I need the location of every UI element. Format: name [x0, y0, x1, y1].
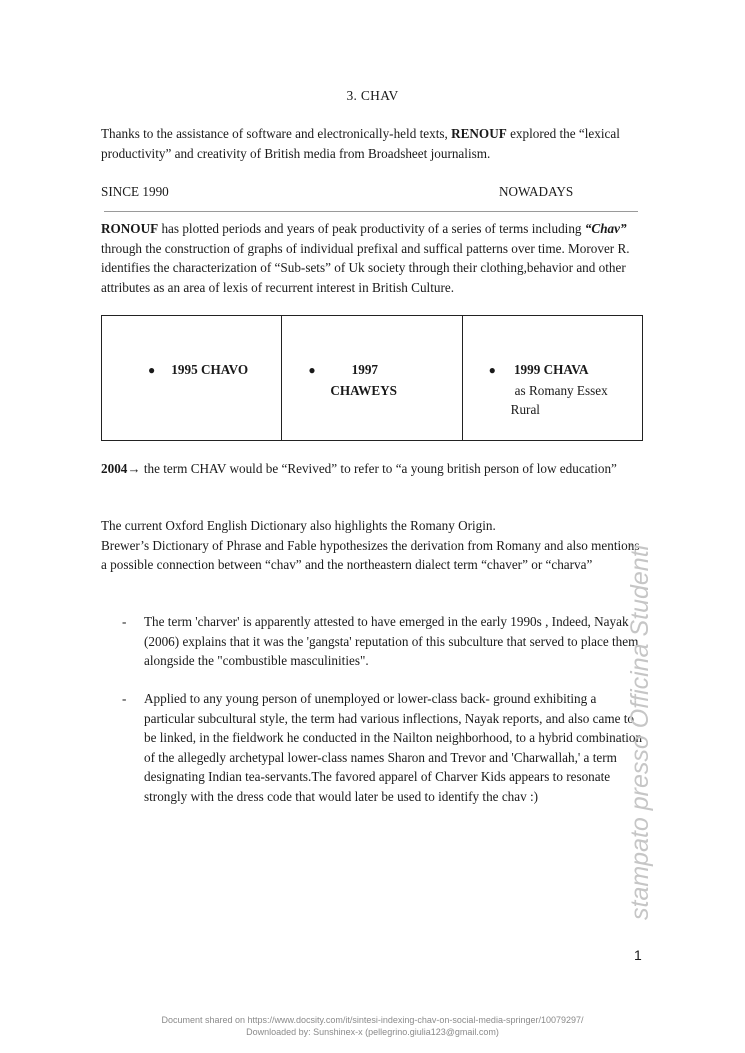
ronouf-text-2: through the construction of graphs of individual prefixal and suffical patterns over time. Morover R. identifies the characterization of “Sub-sets” of Uk society through their clothing,behavior and other attributes as an area of lexis of recurrent interest in British Culture.: [101, 240, 630, 295]
term-1997-year: 1997: [351, 362, 378, 377]
revival-text: the term CHAV would be “Revived” to refer to “a young british person of low education”: [140, 461, 617, 476]
chronology-table: [101, 315, 643, 441]
bullet-icon: ●: [148, 363, 156, 377]
footer-downloaded-by: Downloaded by: Sunshinex-x (pellegrino.giulia123@gmail.com): [246, 1027, 499, 1037]
term-1999-origin: as Romany Essex: [514, 382, 608, 398]
bullet-icon: ●: [308, 363, 316, 377]
table-cell-1999: [462, 316, 642, 441]
table-cell-1997: [282, 316, 462, 441]
watermark: stampato presso Officina Studenti: [626, 544, 654, 920]
table-cell-1995: [102, 316, 282, 441]
page-number: 1: [634, 947, 642, 963]
ronouf-paragraph: [101, 219, 641, 297]
revival-paragraph: [101, 459, 641, 479]
page-title: 3. CHAV: [346, 88, 399, 103]
term-1999-region: Rural: [510, 402, 540, 417]
term-1999: 1999 CHAVA: [513, 362, 589, 377]
list-item-dash: -: [122, 691, 127, 706]
list-item-dash: -: [122, 614, 127, 629]
bullet-icon: ●: [488, 363, 496, 377]
term-1997-word: CHAWEYS: [330, 382, 398, 398]
timeline-label-since: SINCE 1990: [101, 184, 169, 199]
revival-year: 2004: [101, 461, 128, 476]
term-1995: 1995 CHAVO: [171, 362, 249, 377]
oxford-line: The current Oxford English Dictionary also highlights the Romany Origin.: [101, 518, 496, 533]
ronouf-name: RONOUF: [101, 221, 159, 236]
footer-shared-link: Document shared on https://www.docsity.com/it/sintesi-indexing-chav-on-social-media-springer/10079297/: [161, 1015, 584, 1025]
intro-author: RENOUF: [451, 126, 507, 141]
intro-paragraph: [101, 124, 641, 163]
list-item: The term 'charver' is apparently attested to have emerged in the early 1990s , Indeed, Nayak (2006) explains that it was the 'gangsta' reputation of this subculture that served to place them alongside the "combustible masculinities".: [144, 614, 639, 668]
chav-term: “Chav”: [584, 221, 627, 236]
arrow-right-icon: →: [127, 461, 141, 476]
dictionary-paragraph: [101, 516, 646, 575]
brewer-text: Brewer’s Dictionary of Phrase and Fable hypothesizes the derivation from Romany and also mentions a possible connection between “chav” and the northeastern dialect term “chaver” or “charva”: [101, 537, 640, 572]
timeline-rule: [104, 211, 638, 212]
list-item: Applied to any young person of unemployed or lower-class back- ground exhibiting a particular subcultural style, the term had various inflections, Nayak reports, and also came to be linked, in the fieldwork he conducted in the Nailton neighborhood, to a hybrid combination of the allegedly archetypal lower-class names Sharon and Trevor and 'Charwallah,' a term designating Indian tea-servants.The favored apparel of Charver Kids appears to resonate strongly with the dress code that would later be used to identify the chav :): [144, 691, 643, 804]
intro-text-before: Thanks to the assistance of software and electronically-held texts,: [101, 126, 452, 141]
timeline-label-nowadays: NOWADAYS: [499, 184, 574, 199]
intro-text-after: explored the “lexical productivity” and creativity of British media from Broadsheet journalism.: [101, 126, 620, 161]
ronouf-text-1: has plotted periods and years of peak productivity of a series of terms including: [158, 221, 585, 236]
